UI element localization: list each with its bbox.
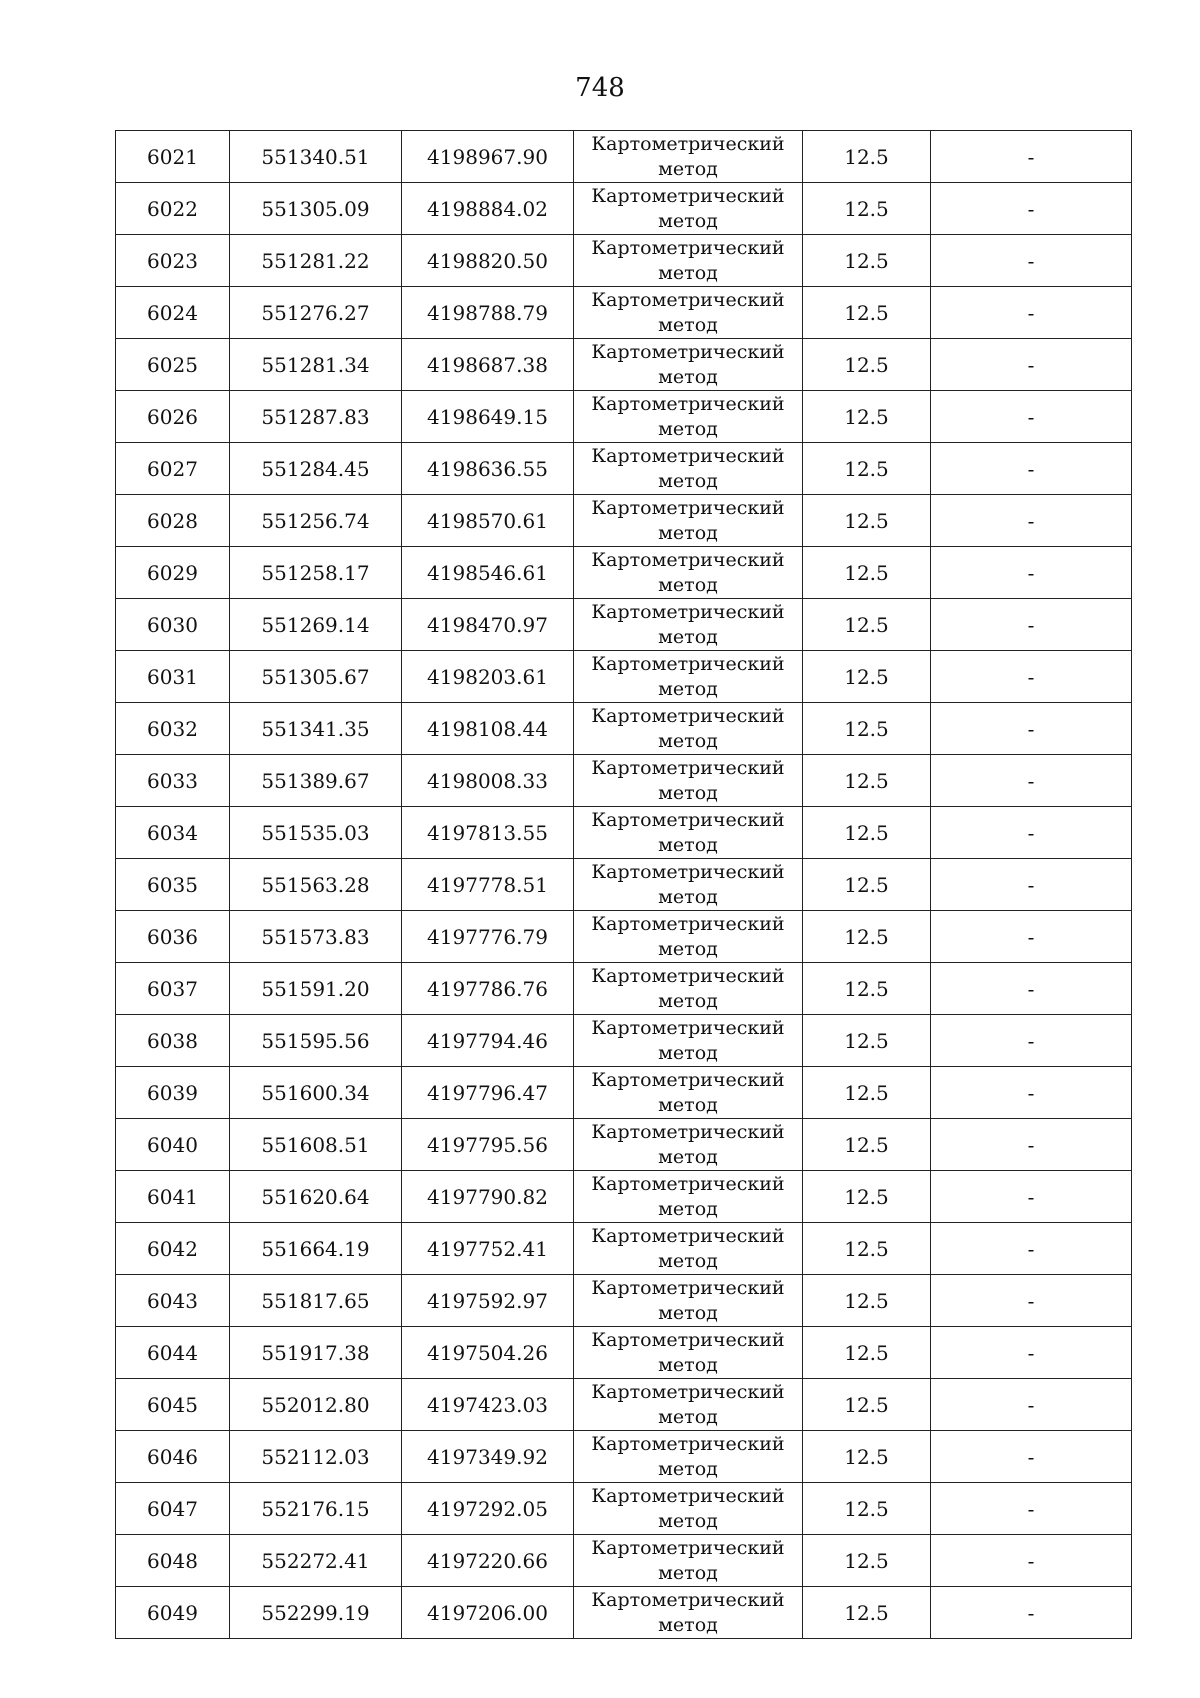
accuracy-cell: 12.5 xyxy=(803,963,931,1015)
method-cell: Картометрический метод xyxy=(574,1587,803,1639)
accuracy-cell: 12.5 xyxy=(803,287,931,339)
accuracy-cell: 12.5 xyxy=(803,1431,931,1483)
point-number-cell: 6028 xyxy=(116,495,230,547)
x-coordinate-cell: 551389.67 xyxy=(230,755,402,807)
y-coordinate-cell: 4198820.50 xyxy=(402,235,574,287)
note-cell: - xyxy=(931,443,1132,495)
y-coordinate-cell: 4197786.76 xyxy=(402,963,574,1015)
note-cell: - xyxy=(931,911,1132,963)
note-cell: - xyxy=(931,1483,1132,1535)
accuracy-cell: 12.5 xyxy=(803,443,931,495)
y-coordinate-cell: 4198108.44 xyxy=(402,703,574,755)
x-coordinate-cell: 551600.34 xyxy=(230,1067,402,1119)
point-number-cell: 6043 xyxy=(116,1275,230,1327)
point-number-cell: 6038 xyxy=(116,1015,230,1067)
note-cell: - xyxy=(931,1327,1132,1379)
table-row xyxy=(116,599,1132,651)
point-number-cell: 6024 xyxy=(116,287,230,339)
point-number-cell: 6026 xyxy=(116,391,230,443)
x-coordinate-cell: 551256.74 xyxy=(230,495,402,547)
x-coordinate-cell: 551817.65 xyxy=(230,1275,402,1327)
x-coordinate-cell: 551340.51 xyxy=(230,131,402,183)
method-cell: Картометрический метод xyxy=(574,1067,803,1119)
x-coordinate-cell: 551281.22 xyxy=(230,235,402,287)
table-row xyxy=(116,287,1132,339)
table-row xyxy=(116,807,1132,859)
x-coordinate-cell: 551608.51 xyxy=(230,1119,402,1171)
x-coordinate-cell: 551269.14 xyxy=(230,599,402,651)
method-cell: Картометрический метод xyxy=(574,1327,803,1379)
table-row xyxy=(116,1327,1132,1379)
point-number-cell: 6040 xyxy=(116,1119,230,1171)
y-coordinate-cell: 4197349.92 xyxy=(402,1431,574,1483)
method-cell: Картометрический метод xyxy=(574,443,803,495)
point-number-cell: 6023 xyxy=(116,235,230,287)
x-coordinate-cell: 551573.83 xyxy=(230,911,402,963)
accuracy-cell: 12.5 xyxy=(803,1535,931,1587)
note-cell: - xyxy=(931,859,1132,911)
method-cell: Картометрический метод xyxy=(574,963,803,1015)
note-cell: - xyxy=(931,547,1132,599)
method-cell: Картометрический метод xyxy=(574,339,803,391)
table-row xyxy=(116,391,1132,443)
point-number-cell: 6034 xyxy=(116,807,230,859)
point-number-cell: 6039 xyxy=(116,1067,230,1119)
x-coordinate-cell: 551284.45 xyxy=(230,443,402,495)
x-coordinate-cell: 551276.27 xyxy=(230,287,402,339)
x-coordinate-cell: 551341.35 xyxy=(230,703,402,755)
point-number-cell: 6041 xyxy=(116,1171,230,1223)
note-cell: - xyxy=(931,703,1132,755)
accuracy-cell: 12.5 xyxy=(803,547,931,599)
point-number-cell: 6021 xyxy=(116,131,230,183)
y-coordinate-cell: 4198570.61 xyxy=(402,495,574,547)
method-cell: Картометрический метод xyxy=(574,599,803,651)
y-coordinate-cell: 4198788.79 xyxy=(402,287,574,339)
method-cell: Картометрический метод xyxy=(574,859,803,911)
note-cell: - xyxy=(931,339,1132,391)
y-coordinate-cell: 4198008.33 xyxy=(402,755,574,807)
y-coordinate-cell: 4197592.97 xyxy=(402,1275,574,1327)
note-cell: - xyxy=(931,755,1132,807)
y-coordinate-cell: 4198967.90 xyxy=(402,131,574,183)
x-coordinate-cell: 551287.83 xyxy=(230,391,402,443)
table-row xyxy=(116,911,1132,963)
method-cell: Картометрический метод xyxy=(574,1379,803,1431)
y-coordinate-cell: 4197794.46 xyxy=(402,1015,574,1067)
x-coordinate-cell: 551917.38 xyxy=(230,1327,402,1379)
x-coordinate-cell: 551620.64 xyxy=(230,1171,402,1223)
accuracy-cell: 12.5 xyxy=(803,1587,931,1639)
x-coordinate-cell: 551591.20 xyxy=(230,963,402,1015)
x-coordinate-cell: 552272.41 xyxy=(230,1535,402,1587)
point-number-cell: 6048 xyxy=(116,1535,230,1587)
point-number-cell: 6036 xyxy=(116,911,230,963)
y-coordinate-cell: 4197752.41 xyxy=(402,1223,574,1275)
accuracy-cell: 12.5 xyxy=(803,1119,931,1171)
accuracy-cell: 12.5 xyxy=(803,391,931,443)
method-cell: Картометрический метод xyxy=(574,1015,803,1067)
method-cell: Картометрический метод xyxy=(574,1431,803,1483)
note-cell: - xyxy=(931,1171,1132,1223)
y-coordinate-cell: 4198546.61 xyxy=(402,547,574,599)
table-row xyxy=(116,703,1132,755)
point-number-cell: 6022 xyxy=(116,183,230,235)
table-row xyxy=(116,1535,1132,1587)
y-coordinate-cell: 4197423.03 xyxy=(402,1379,574,1431)
method-cell: Картометрический метод xyxy=(574,755,803,807)
point-number-cell: 6030 xyxy=(116,599,230,651)
y-coordinate-cell: 4197504.26 xyxy=(402,1327,574,1379)
y-coordinate-cell: 4198687.38 xyxy=(402,339,574,391)
x-coordinate-cell: 552299.19 xyxy=(230,1587,402,1639)
y-coordinate-cell: 4197206.00 xyxy=(402,1587,574,1639)
y-coordinate-cell: 4198470.97 xyxy=(402,599,574,651)
method-cell: Картометрический метод xyxy=(574,235,803,287)
y-coordinate-cell: 4197220.66 xyxy=(402,1535,574,1587)
x-coordinate-cell: 551281.34 xyxy=(230,339,402,391)
method-cell: Картометрический метод xyxy=(574,131,803,183)
point-number-cell: 6049 xyxy=(116,1587,230,1639)
y-coordinate-cell: 4197292.05 xyxy=(402,1483,574,1535)
accuracy-cell: 12.5 xyxy=(803,1379,931,1431)
point-number-cell: 6029 xyxy=(116,547,230,599)
coordinates-table-body xyxy=(116,131,1132,1639)
accuracy-cell: 12.5 xyxy=(803,651,931,703)
method-cell: Картометрический метод xyxy=(574,183,803,235)
point-number-cell: 6032 xyxy=(116,703,230,755)
table-row xyxy=(116,963,1132,1015)
note-cell: - xyxy=(931,1223,1132,1275)
x-coordinate-cell: 552176.15 xyxy=(230,1483,402,1535)
accuracy-cell: 12.5 xyxy=(803,1275,931,1327)
point-number-cell: 6044 xyxy=(116,1327,230,1379)
accuracy-cell: 12.5 xyxy=(803,1171,931,1223)
point-number-cell: 6031 xyxy=(116,651,230,703)
accuracy-cell: 12.5 xyxy=(803,183,931,235)
note-cell: - xyxy=(931,807,1132,859)
note-cell: - xyxy=(931,651,1132,703)
accuracy-cell: 12.5 xyxy=(803,235,931,287)
accuracy-cell: 12.5 xyxy=(803,911,931,963)
accuracy-cell: 12.5 xyxy=(803,599,931,651)
y-coordinate-cell: 4197813.55 xyxy=(402,807,574,859)
accuracy-cell: 12.5 xyxy=(803,1483,931,1535)
method-cell: Картометрический метод xyxy=(574,1223,803,1275)
point-number-cell: 6035 xyxy=(116,859,230,911)
method-cell: Картометрический метод xyxy=(574,651,803,703)
method-cell: Картометрический метод xyxy=(574,391,803,443)
table-row xyxy=(116,183,1132,235)
accuracy-cell: 12.5 xyxy=(803,703,931,755)
x-coordinate-cell: 552012.80 xyxy=(230,1379,402,1431)
accuracy-cell: 12.5 xyxy=(803,131,931,183)
note-cell: - xyxy=(931,131,1132,183)
note-cell: - xyxy=(931,287,1132,339)
accuracy-cell: 12.5 xyxy=(803,339,931,391)
table-row xyxy=(116,1431,1132,1483)
accuracy-cell: 12.5 xyxy=(803,807,931,859)
table-row xyxy=(116,1067,1132,1119)
x-coordinate-cell: 551535.03 xyxy=(230,807,402,859)
note-cell: - xyxy=(931,1431,1132,1483)
table-row xyxy=(116,651,1132,703)
point-number-cell: 6045 xyxy=(116,1379,230,1431)
accuracy-cell: 12.5 xyxy=(803,1015,931,1067)
note-cell: - xyxy=(931,1379,1132,1431)
note-cell: - xyxy=(931,1015,1132,1067)
table-row xyxy=(116,1171,1132,1223)
note-cell: - xyxy=(931,1535,1132,1587)
table-row xyxy=(116,235,1132,287)
accuracy-cell: 12.5 xyxy=(803,1223,931,1275)
note-cell: - xyxy=(931,391,1132,443)
accuracy-cell: 12.5 xyxy=(803,1327,931,1379)
method-cell: Картометрический метод xyxy=(574,703,803,755)
note-cell: - xyxy=(931,599,1132,651)
x-coordinate-cell: 551595.56 xyxy=(230,1015,402,1067)
point-number-cell: 6027 xyxy=(116,443,230,495)
method-cell: Картометрический метод xyxy=(574,495,803,547)
y-coordinate-cell: 4198636.55 xyxy=(402,443,574,495)
x-coordinate-cell: 551563.28 xyxy=(230,859,402,911)
table-row xyxy=(116,495,1132,547)
method-cell: Картометрический метод xyxy=(574,287,803,339)
method-cell: Картометрический метод xyxy=(574,1119,803,1171)
x-coordinate-cell: 551305.67 xyxy=(230,651,402,703)
accuracy-cell: 12.5 xyxy=(803,859,931,911)
note-cell: - xyxy=(931,1119,1132,1171)
note-cell: - xyxy=(931,235,1132,287)
x-coordinate-cell: 551305.09 xyxy=(230,183,402,235)
note-cell: - xyxy=(931,183,1132,235)
table-row xyxy=(116,859,1132,911)
table-row xyxy=(116,443,1132,495)
point-number-cell: 6025 xyxy=(116,339,230,391)
note-cell: - xyxy=(931,1587,1132,1639)
table-row xyxy=(116,1223,1132,1275)
point-number-cell: 6037 xyxy=(116,963,230,1015)
note-cell: - xyxy=(931,1275,1132,1327)
y-coordinate-cell: 4197776.79 xyxy=(402,911,574,963)
table-row xyxy=(116,1015,1132,1067)
note-cell: - xyxy=(931,963,1132,1015)
accuracy-cell: 12.5 xyxy=(803,1067,931,1119)
accuracy-cell: 12.5 xyxy=(803,495,931,547)
x-coordinate-cell: 551258.17 xyxy=(230,547,402,599)
point-number-cell: 6033 xyxy=(116,755,230,807)
method-cell: Картометрический метод xyxy=(574,911,803,963)
y-coordinate-cell: 4198649.15 xyxy=(402,391,574,443)
y-coordinate-cell: 4197795.56 xyxy=(402,1119,574,1171)
note-cell: - xyxy=(931,1067,1132,1119)
table-row xyxy=(116,339,1132,391)
x-coordinate-cell: 552112.03 xyxy=(230,1431,402,1483)
table-row xyxy=(116,755,1132,807)
method-cell: Картометрический метод xyxy=(574,1171,803,1223)
y-coordinate-cell: 4198884.02 xyxy=(402,183,574,235)
point-number-cell: 6047 xyxy=(116,1483,230,1535)
y-coordinate-cell: 4197796.47 xyxy=(402,1067,574,1119)
method-cell: Картометрический метод xyxy=(574,1483,803,1535)
table-row xyxy=(116,1119,1132,1171)
accuracy-cell: 12.5 xyxy=(803,755,931,807)
table-row xyxy=(116,1379,1132,1431)
method-cell: Картометрический метод xyxy=(574,807,803,859)
coordinates-table xyxy=(115,130,1132,1639)
table-row xyxy=(116,1275,1132,1327)
point-number-cell: 6042 xyxy=(116,1223,230,1275)
page-number: 748 xyxy=(575,73,625,103)
table-row xyxy=(116,547,1132,599)
point-number-cell: 6046 xyxy=(116,1431,230,1483)
y-coordinate-cell: 4197790.82 xyxy=(402,1171,574,1223)
y-coordinate-cell: 4197778.51 xyxy=(402,859,574,911)
method-cell: Картометрический метод xyxy=(574,547,803,599)
y-coordinate-cell: 4198203.61 xyxy=(402,651,574,703)
table-row xyxy=(116,1587,1132,1639)
note-cell: - xyxy=(931,495,1132,547)
method-cell: Картометрический метод xyxy=(574,1535,803,1587)
table-row xyxy=(116,131,1132,183)
method-cell: Картометрический метод xyxy=(574,1275,803,1327)
table-row xyxy=(116,1483,1132,1535)
x-coordinate-cell: 551664.19 xyxy=(230,1223,402,1275)
